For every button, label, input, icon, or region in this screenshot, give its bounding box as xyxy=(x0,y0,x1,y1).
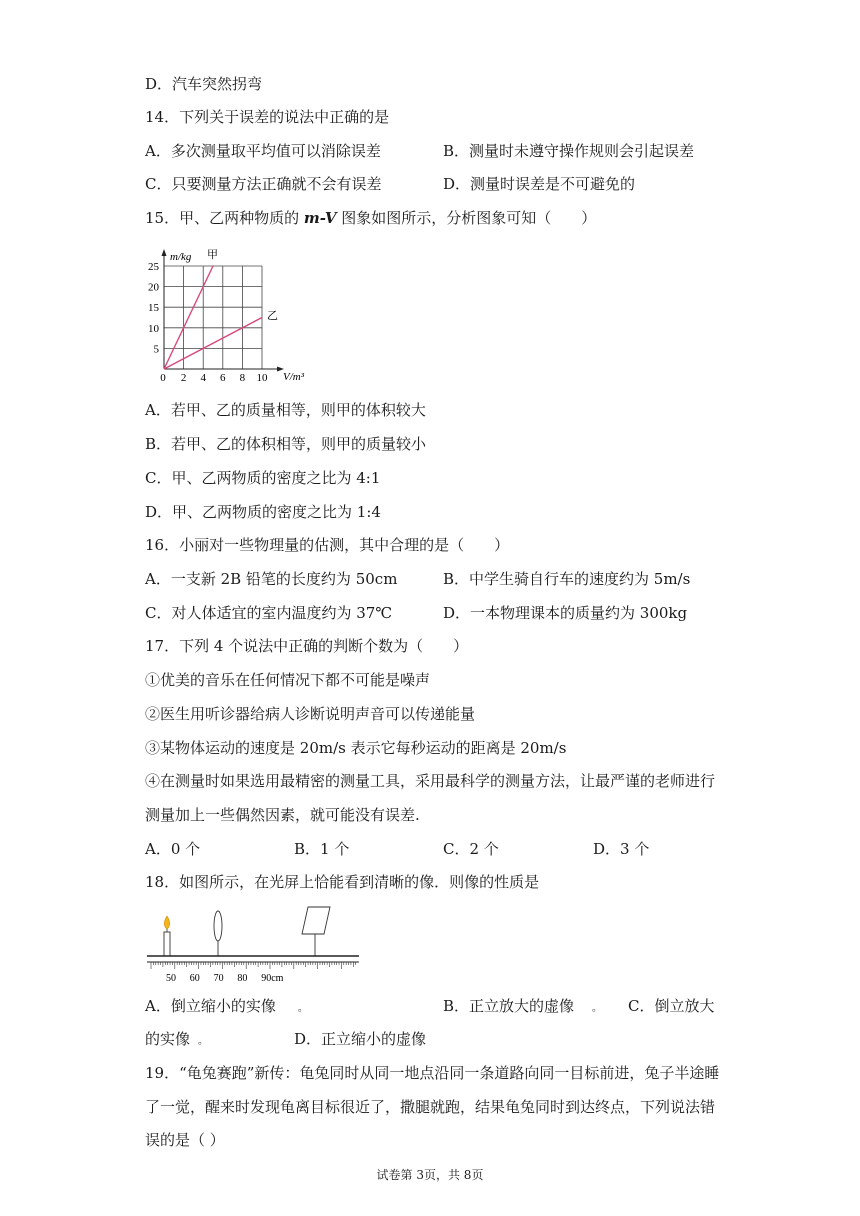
q14-option-d: D．测量时误差是不可避免的 xyxy=(443,175,636,193)
q16-option-d: D．一本物理课本的质量约为 300kg xyxy=(443,604,688,622)
q14-stem: 14．下列关于误差的说法中正确的是 xyxy=(145,108,390,126)
light-screen-icon xyxy=(302,907,330,956)
chart-series xyxy=(164,266,262,369)
q16-stem: 16．小丽对一些物理量的估测，其中合理的是（ ） xyxy=(145,536,510,554)
q18-stem: 18．如图所示，在光屏上恰能看到清晰的像．则像的性质是 xyxy=(145,873,540,891)
q18-option-c-end: 的实像 。 xyxy=(145,1030,209,1048)
q18-option-a: A．倒立缩小的实像 。 xyxy=(145,997,308,1015)
y-tick-label: 25 xyxy=(148,261,159,273)
q17-stem: 17．下列 4 个说法中正确的判断个数为（ ） xyxy=(145,637,469,655)
series-line-jia xyxy=(164,266,213,369)
x-tick-label: 6 xyxy=(220,372,226,384)
q14-option-a: A．多次测量取平均值可以消除误差 xyxy=(145,142,381,160)
series-label-jia: 甲 xyxy=(207,249,218,261)
q13-option-d: D．汽车突然拐弯 xyxy=(145,75,263,93)
bench-label: 70 xyxy=(213,973,224,984)
series-line-yi xyxy=(164,318,262,370)
q17-option-d: D．3 个 xyxy=(593,840,650,858)
bench-label: 90cm xyxy=(261,973,284,984)
q18-option-b: B．正立放大的虚像 。 xyxy=(443,997,603,1015)
series-label-yi: 乙 xyxy=(267,310,278,322)
q17-statement-1: ①优美的音乐在任何情况下都不可能是噪声 xyxy=(145,671,431,689)
q14-option-c: C．只要测量方法正确就不会有误差 xyxy=(145,175,382,193)
y-tick-label: 10 xyxy=(148,322,159,335)
x-tick-label: 4 xyxy=(200,372,206,384)
x-axis-label: V/m³ xyxy=(283,371,305,383)
page-footer: 试卷第 3页，共 8页 xyxy=(376,1168,484,1182)
q17-option-a: A．0 个 xyxy=(145,840,201,858)
q16-option-c: C．对人体适宜的室内温度约为 37℃ xyxy=(145,604,393,622)
x-tick-label: 0 xyxy=(160,372,166,384)
q18-option-c-start: C．倒立放大 xyxy=(628,997,715,1015)
bench-label: 80 xyxy=(237,973,248,984)
bench-ticks xyxy=(151,962,356,969)
q17-statement-2: ②医生用听诊器给病人诊断说明声音可以传递能量 xyxy=(145,705,476,723)
x-tick-label: 8 xyxy=(239,372,246,384)
q19-line-2: 了一觉，醒来时发现龟离目标很近了，撒腿就跑，结果龟兔同时到达终点，下列说法错 xyxy=(145,1098,716,1116)
q15-option-c: C．甲、乙两物质的密度之比为 4:1 xyxy=(145,469,381,487)
optical-bench-diagram xyxy=(143,905,363,985)
q15-stem: 15．甲、乙两种物质的 m-V 图象如图所示，分析图象可知（ ） xyxy=(145,209,597,227)
y-axis-label: m/kg xyxy=(170,251,192,263)
y-tick-label: 5 xyxy=(153,343,159,356)
q19-line-3: 误的是（ ） xyxy=(145,1131,225,1149)
q19-line-1: 19．“龟兔赛跑”新传：龟兔同时从同一地点沿同一条道路向同一目标前进，兔子半途睡 xyxy=(145,1064,720,1082)
convex-lens-icon xyxy=(214,911,222,956)
y-tick-label: 20 xyxy=(148,281,159,294)
candle-icon xyxy=(164,916,170,956)
q18-option-d: D．正立缩小的虚像 xyxy=(294,1030,427,1048)
y-tick-label: 15 xyxy=(148,302,159,315)
chart-grid xyxy=(164,266,262,369)
x-tick-label: 10 xyxy=(256,372,268,384)
q15-option-d: D．甲、乙两物质的密度之比为 1:4 xyxy=(145,503,381,521)
x-tick-label: 2 xyxy=(180,372,187,384)
bench-label: 50 xyxy=(166,973,176,984)
q15-option-b: B．若甲、乙的体积相等，则甲的质量较小 xyxy=(145,435,427,453)
mv-chart xyxy=(140,240,315,385)
q16-option-b: B．中学生骑自行车的速度约为 5m/s xyxy=(443,570,691,588)
y-axis-arrow xyxy=(162,249,167,256)
q17-statement-3: ③某物体运动的速度是 20m/s 表示它每秒运动的距离是 20m/s xyxy=(145,739,567,757)
q17-option-b: B．1 个 xyxy=(294,840,350,858)
q15-option-a: A．若甲、乙的质量相等，则甲的体积较大 xyxy=(145,401,426,419)
q16-option-a: A．一支新 2B 铅笔的长度约为 50cm xyxy=(145,570,398,588)
bench-labels xyxy=(166,973,284,984)
q17-statement-4a: ④在测量时如果选用最精密的测量工具，采用最科学的测量方法，让最严谨的老师进行 xyxy=(145,772,716,790)
q17-option-c: C．2 个 xyxy=(443,840,499,858)
q14-option-b: B．测量时未遵守操作规则会引起误差 xyxy=(443,142,695,160)
q17-statement-4b: 测量加上一些偶然因素，就可能没有误差. xyxy=(145,806,420,824)
bench-label: 60 xyxy=(189,973,200,984)
